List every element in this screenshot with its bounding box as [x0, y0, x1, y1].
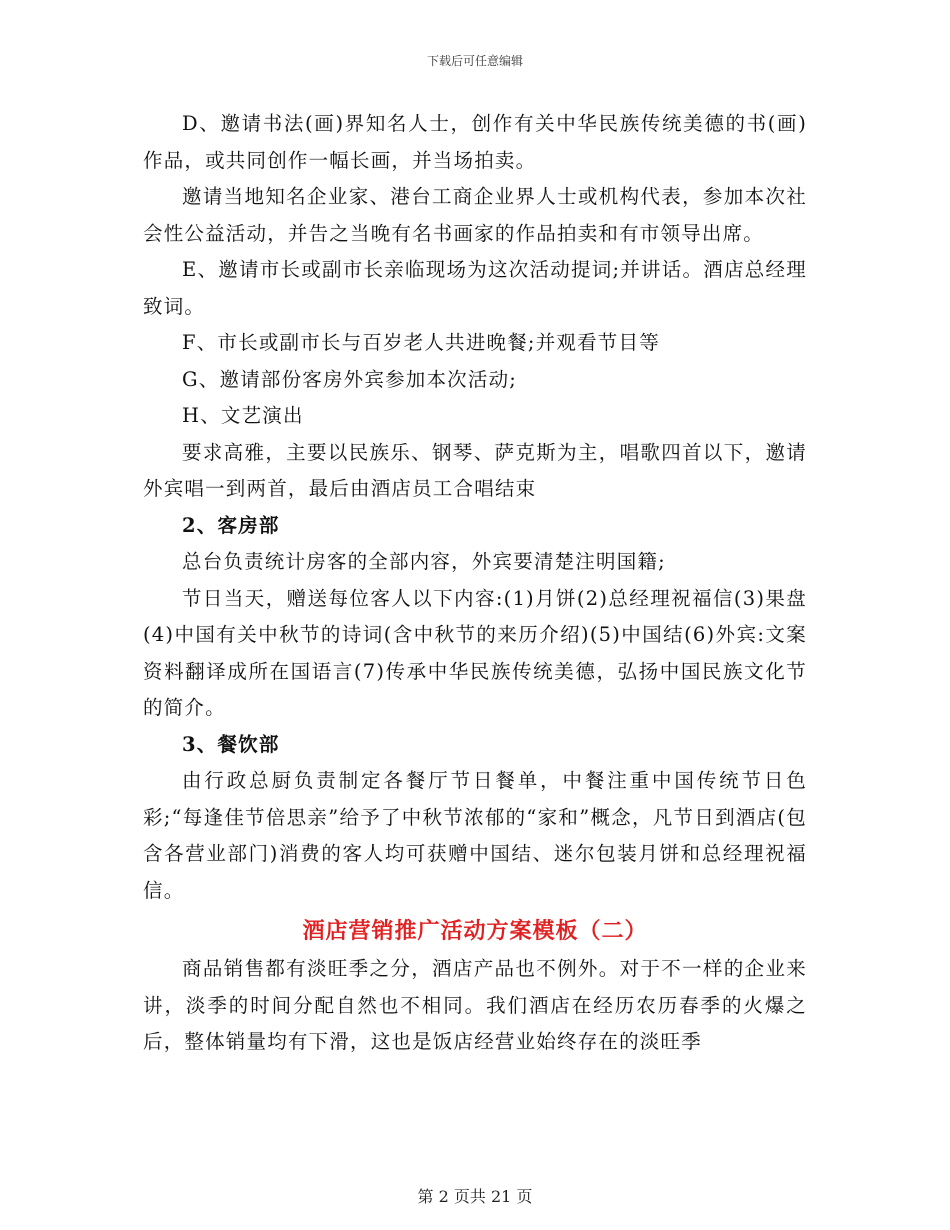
paragraph-h: H、文艺演出 — [182, 404, 304, 427]
paragraph-front-desk: 总台负责统计房客的全部内容，外宾要清楚注明国籍; — [182, 550, 666, 573]
paragraph-g: G、邀请部份客房外宾参加本次活动; — [182, 367, 518, 391]
paragraph-e: E、邀请市长或副市长亲临现场为这次活动提词;并讲话。酒店总经理致词。 — [143, 258, 807, 318]
paragraph-section-intro: 商品销售都有淡旺季之分，酒店产品也不例外。对于不一样的企业来讲，淡季的时间分配自然也不相同。我们酒店在经历农历春季的火爆之后，整体销量均有下滑，这也是饭店经营业始终存在的淡旺季 — [143, 957, 807, 1053]
heading-catering-dept: 3、餐饮部 — [182, 732, 280, 756]
paragraph-f: F、市长或副市长与百岁老人共进晚餐;并观看节目等 — [182, 331, 660, 354]
paragraph-performance: 要求高雅，主要以民族乐、钢琴、萨克斯为主，唱歌四首以下，邀请外宾唱一到两首，最后由酒店员工合唱结束 — [143, 440, 807, 500]
page-footer: 第 2 页共 21 页 — [417, 1187, 533, 1206]
paragraph-catering: 由行政总厨负责制定各餐厅节日餐单，中餐注重中国传统节日色彩;“每逢佳节倍思亲”给予了中秋节浓郁的“家和”概念，凡节日到酒店(包含各营业部门)消费的客人均可获赠中国结、迷尔包装月饼和总经理祝福信。 — [143, 769, 807, 902]
document-body — [143, 106, 807, 1061]
paragraph-invite-entrepreneurs: 邀请当地知名企业家、港台工商企业界人士或机构代表，参加本次社会性公益活动，并告之当晚有名书画家的作品拍卖和有市领导出席。 — [143, 185, 807, 245]
page-header: 下载后可任意编辑 — [426, 54, 523, 68]
section-title: 酒店营销推广活动方案模板（二） — [302, 918, 648, 944]
paragraph-d: D、邀请书法(画)界知名人士，创作有关中华民族传统美德的书(画)作品，或共同创作一幅长画，并当场拍卖。 — [143, 112, 807, 172]
paragraph-gifts: 节日当天，赠送每位客人以下内容:(1)月饼(2)总经理祝福信(3)果盘(4)中国有关中秋节的诗词(含中秋节的来历介绍)(5)中国结(6)外宾:文案资料翻译成所在国语言(7)传承中华民族传统美德，弘扬中国民族文化节的简介。 — [143, 586, 807, 719]
heading-rooms-dept: 2、客房部 — [182, 513, 280, 537]
